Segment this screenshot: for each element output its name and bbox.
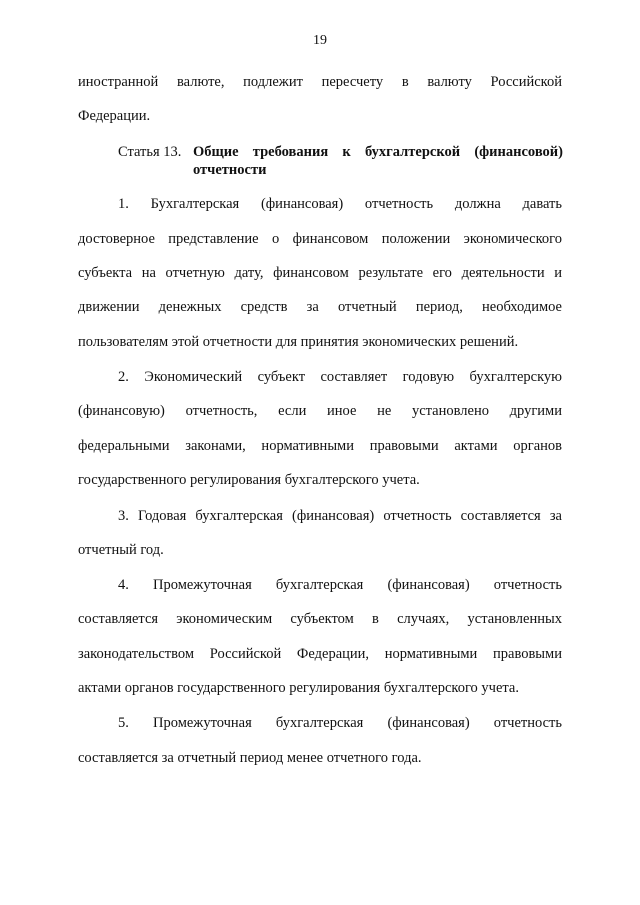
text-line: Федерации. <box>78 108 151 124</box>
paragraph-1-line: движении денежных средств за отчетный период, необходимое <box>78 299 562 315</box>
paragraph-3-line: 3. Годовая бухгалтерская (финансовая) отчетность составляется за <box>118 508 562 524</box>
paragraph-2-line: федеральными законами, нормативными правовыми актами органов <box>78 438 562 454</box>
text-line: иностранной валюте, подлежит пересчету в валюту Российской <box>78 74 562 90</box>
article-title <box>193 143 563 179</box>
article-title-line: отчетности <box>193 162 267 178</box>
paragraph-2-line: 2. Экономический субъект составляет годовую бухгалтерскую <box>118 369 562 385</box>
paragraph-4-line: законодательством Российской Федерации, нормативными правовыми <box>78 646 562 662</box>
paragraph-4-line: составляется экономическим субъектом в случаях, установленных <box>78 611 562 627</box>
article-number: Статья 13. <box>118 144 182 160</box>
paragraph-1-line: пользователям этой отчетности для принятия экономических решений. <box>78 334 519 350</box>
paragraph-1-line: достоверное представление о финансовом положении экономического <box>78 231 562 247</box>
article-title-line: Общие требования к бухгалтерской (финансовой) <box>193 144 563 160</box>
paragraph-2-line: государственного регулирования бухгалтерского учета. <box>78 472 420 488</box>
paragraph-1-line: 1. Бухгалтерская (финансовая) отчетность должна давать <box>118 196 562 212</box>
paragraph-3-line: отчетный год. <box>78 542 164 558</box>
paragraph-5-line: 5. Промежуточная бухгалтерская (финансовая) отчетность <box>118 715 562 731</box>
page-number: 19 <box>313 33 327 48</box>
paragraph-2-line: (финансовую) отчетность, если иное не установлено другими <box>78 403 562 419</box>
paragraph-5-line: составляется за отчетный период менее отчетного года. <box>78 750 422 766</box>
paragraph-1-line: субъекта на отчетную дату, финансовом результате его деятельности и <box>78 265 562 281</box>
paragraph-4-line: 4. Промежуточная бухгалтерская (финансовая) отчетность <box>118 577 562 593</box>
paragraph-4-line: актами органов государственного регулирования бухгалтерского учета. <box>78 680 519 696</box>
